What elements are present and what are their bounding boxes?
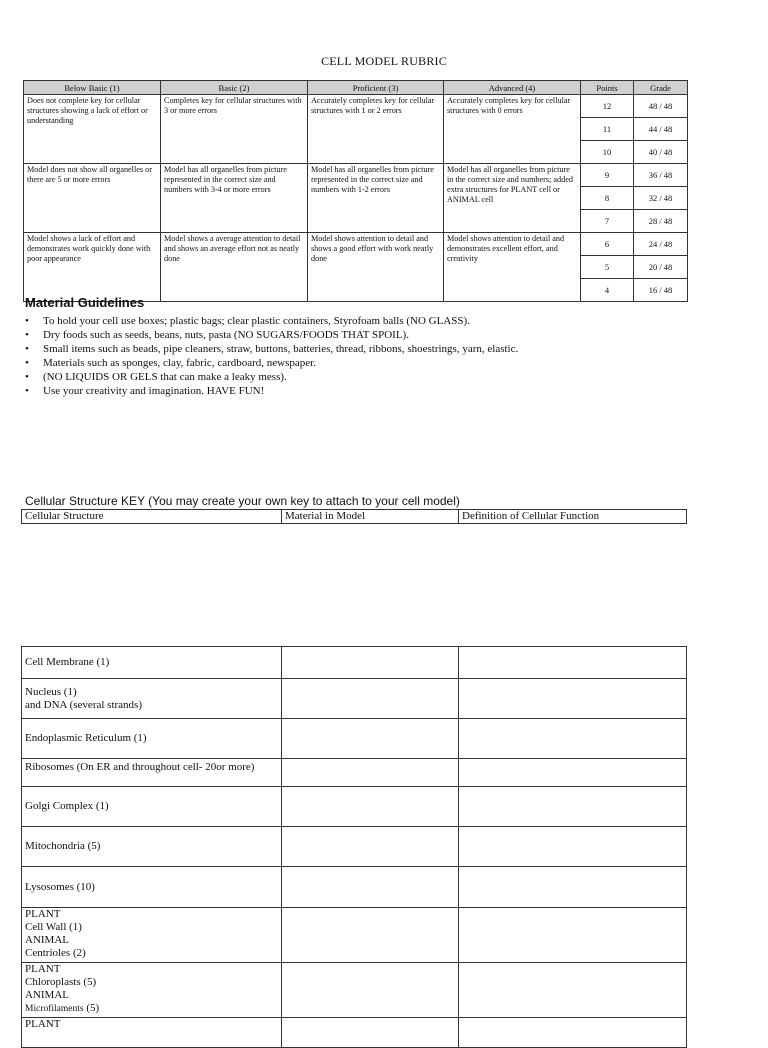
rubric-grade: 24 / 48 — [634, 233, 688, 256]
key-column-material: Material in Model — [282, 510, 459, 524]
guideline-text: To hold your cell use boxes; plastic bags; clear plastic containers, Styrofoam balls (NO GLASS). — [43, 315, 470, 327]
guideline-text: Use your creativity and imagination. HAVE FUN! — [43, 385, 265, 397]
guideline-item — [25, 384, 518, 398]
rubric-points: 10 — [581, 141, 634, 164]
rubric-grade: 36 / 48 — [634, 164, 688, 187]
key-column-definition: Definition of Cellular Function — [459, 510, 687, 524]
bullet-icon: • — [25, 315, 29, 327]
guidelines-heading: Material Guidelines — [25, 295, 145, 310]
material-field[interactable] — [282, 759, 459, 787]
rubric-header-grade: Grade — [634, 81, 688, 95]
rubric-cell-below-basic: Does not complete key for cellular structures showing a lack of effort or understanding — [24, 95, 161, 164]
structure-row — [22, 759, 687, 787]
guideline-item — [25, 356, 518, 370]
structure-name-part: (5) — [83, 1002, 100, 1014]
definition-field[interactable] — [459, 759, 687, 787]
rubric-cell-advanced: Model shows attention to detail and demonstrates excellent effort, and creativity — [444, 233, 581, 302]
rubric-header-advanced: Advanced (4) — [444, 81, 581, 95]
bullet-icon: • — [25, 357, 29, 369]
rubric-cell-proficient: Model has all organelles from picture represented in the correct size and numbers with 1-2 errors — [308, 164, 444, 233]
material-field[interactable] — [282, 867, 459, 908]
definition-field[interactable] — [459, 867, 687, 908]
rubric-cell-proficient: Model shows attention to detail and shows a good effort with work neatly done — [308, 233, 444, 302]
rubric-points: 5 — [581, 256, 634, 279]
rubric-header-points: Points — [581, 81, 634, 95]
bullet-icon: • — [25, 329, 29, 341]
structure-name: Nucleus (1) and DNA (several strands) — [22, 679, 282, 719]
structure-row — [22, 827, 687, 867]
rubric-table — [23, 80, 688, 302]
structure-name: Lysosomes (10) — [22, 867, 282, 908]
structure-row — [22, 908, 687, 963]
structure-name: Mitochondria (5) — [22, 827, 282, 867]
guideline-item — [25, 328, 518, 342]
rubric-grade: 40 / 48 — [634, 141, 688, 164]
rubric-grade: 48 / 48 — [634, 95, 688, 118]
rubric-cell-basic: Model has all organelles from picture represented in the correct size and numbers with 3-4 or more errors — [161, 164, 308, 233]
rubric-points: 4 — [581, 279, 634, 302]
definition-field[interactable] — [459, 908, 687, 963]
rubric-header-below-basic: Below Basic (1) — [24, 81, 161, 95]
rubric-grade: 44 / 48 — [634, 118, 688, 141]
rubric-row-effort — [24, 233, 688, 256]
rubric-points: 12 — [581, 95, 634, 118]
structure-row — [22, 719, 687, 759]
rubric-grade: 28 / 48 — [634, 210, 688, 233]
key-columns-row — [22, 510, 687, 524]
key-column-structure: Cellular Structure — [22, 510, 282, 524]
rubric-cell-below-basic: Model does not show all organelles or there are 5 or more errors — [24, 164, 161, 233]
structure-name: Ribosomes (On ER and throughout cell- 20or more) — [22, 759, 282, 787]
structures-table — [21, 646, 687, 1048]
guideline-text: Small items such as beads, pipe cleaners, straw, buttons, batteries, thread, ribbons, shoestrings, yarn, elastic. — [43, 343, 519, 355]
rubric-row-key — [24, 95, 688, 118]
material-field[interactable] — [282, 963, 459, 1018]
guideline-text: Materials such as sponges, clay, fabric, cardboard, newspaper. — [43, 357, 316, 369]
rubric-grade: 16 / 48 — [634, 279, 688, 302]
definition-field[interactable] — [459, 719, 687, 759]
structure-row — [22, 679, 687, 719]
structure-row — [22, 647, 687, 679]
guideline-item — [25, 370, 518, 384]
material-field[interactable] — [282, 679, 459, 719]
structure-name: Golgi Complex (1) — [22, 787, 282, 827]
structure-name: Cell Membrane (1) — [22, 647, 282, 679]
guideline-text: (NO LIQUIDS OR GELS that can make a leaky mess). — [43, 371, 287, 383]
definition-field[interactable] — [459, 963, 687, 1018]
guidelines-list — [25, 314, 518, 398]
structure-row — [22, 787, 687, 827]
structure-name-part: Microfilaments — [25, 1004, 84, 1014]
material-field[interactable] — [282, 787, 459, 827]
rubric-cell-basic: Completes key for cellular structures with 3 or more errors — [161, 95, 308, 164]
structure-row — [22, 867, 687, 908]
rubric-points: 9 — [581, 164, 634, 187]
rubric-row-organelles — [24, 164, 688, 187]
definition-field[interactable] — [459, 1018, 687, 1048]
material-field[interactable] — [282, 1018, 459, 1048]
material-field[interactable] — [282, 647, 459, 679]
structure-name: PLANT Cell Wall (1) ANIMAL Centrioles (2) — [22, 908, 282, 963]
rubric-cell-advanced: Model has all organelles from picture in the correct size and numbers; added extra structures for PLANT cell or ANIMAL cell — [444, 164, 581, 233]
structure-row — [22, 963, 687, 1018]
page-title: CELL MODEL RUBRIC — [321, 54, 447, 68]
bullet-icon: • — [25, 385, 29, 397]
material-field[interactable] — [282, 908, 459, 963]
rubric-header-row — [24, 81, 688, 95]
rubric-cell-advanced: Accurately completes key for cellular structures with 0 errors — [444, 95, 581, 164]
material-field[interactable] — [282, 719, 459, 759]
guideline-item — [25, 342, 518, 356]
bullet-icon: • — [25, 343, 29, 355]
rubric-header-basic: Basic (2) — [161, 81, 308, 95]
definition-field[interactable] — [459, 647, 687, 679]
structure-name — [22, 963, 282, 1018]
definition-field[interactable] — [459, 787, 687, 827]
rubric-header-proficient: Proficient (3) — [308, 81, 444, 95]
guideline-item — [25, 314, 518, 328]
structure-name: PLANT — [22, 1018, 282, 1048]
structure-row — [22, 1018, 687, 1048]
rubric-grade: 32 / 48 — [634, 187, 688, 210]
rubric-points: 11 — [581, 118, 634, 141]
guideline-text: Dry foods such as seeds, beans, nuts, pasta (NO SUGARS/FOODS THAT SPOIL). — [43, 329, 409, 341]
rubric-cell-basic: Model shows a average attention to detail and shows an average effort not as neatly done — [161, 233, 308, 302]
rubric-cell-below-basic: Model shows a lack of effort and demonstrates work quickly done with poor appearance — [24, 233, 161, 302]
rubric-points: 8 — [581, 187, 634, 210]
rubric-cell-proficient: Accurately completes key for cellular structures with 1 or 2 errors — [308, 95, 444, 164]
definition-field[interactable] — [459, 679, 687, 719]
key-columns-table — [21, 509, 687, 524]
key-heading: Cellular Structure KEY (You may create your own key to attach to your cell model) — [25, 494, 460, 508]
definition-field[interactable] — [459, 827, 687, 867]
material-field[interactable] — [282, 827, 459, 867]
bullet-icon: • — [25, 371, 29, 383]
rubric-points: 6 — [581, 233, 634, 256]
rubric-points: 7 — [581, 210, 634, 233]
structure-name: Endoplasmic Reticulum (1) — [22, 719, 282, 759]
structure-name-part: PLANT Chloroplasts (5) ANIMAL — [25, 963, 97, 1001]
rubric-grade: 20 / 48 — [634, 256, 688, 279]
